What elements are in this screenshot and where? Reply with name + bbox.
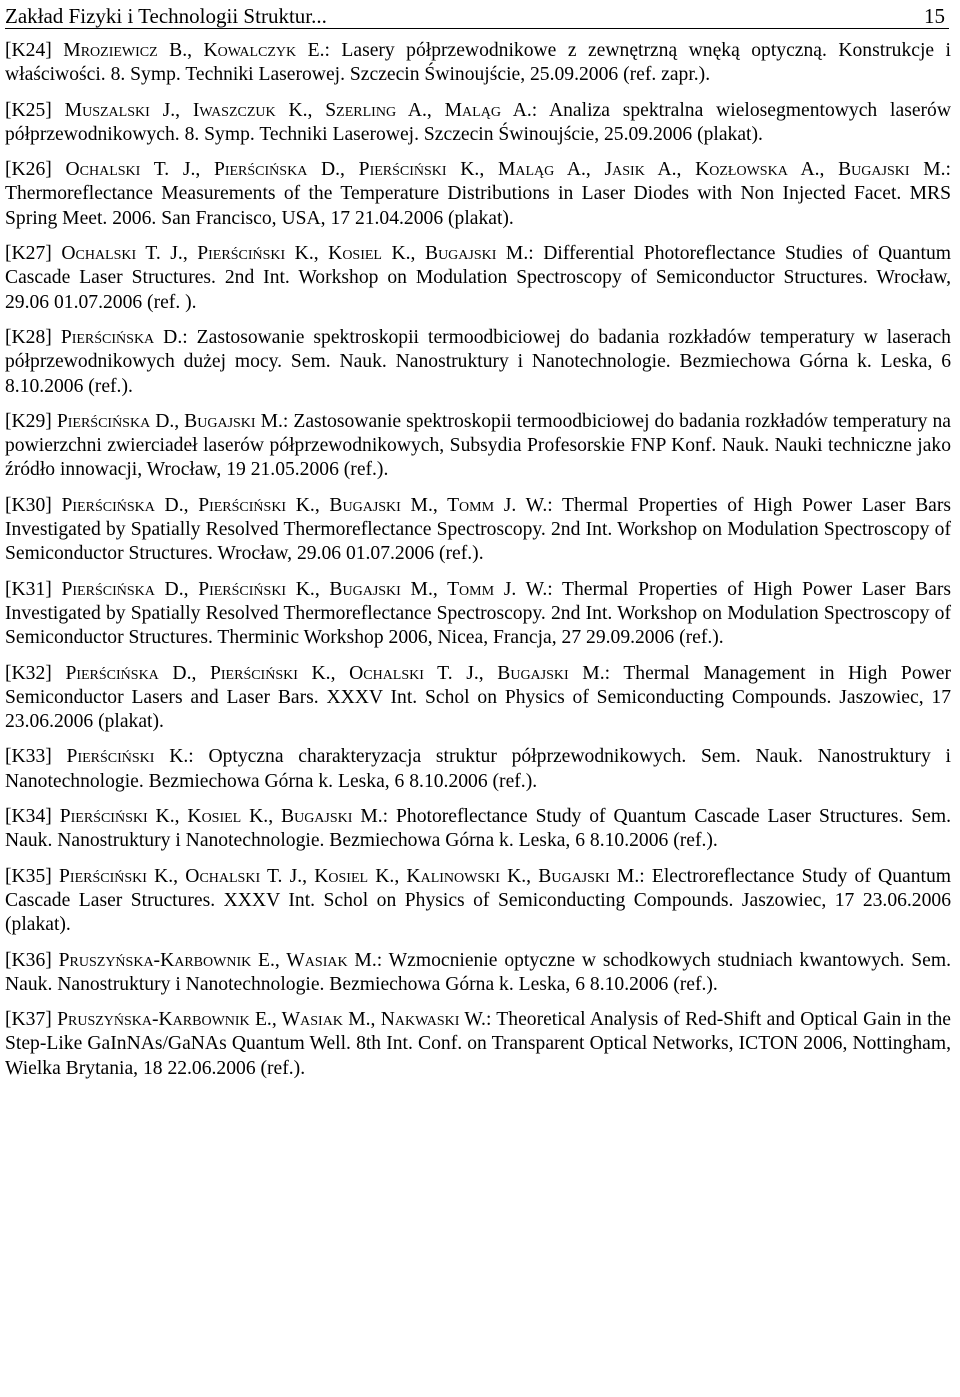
reference-authors: Pierścińska D., Pierściński K., Bugajski M., Tomm J. W. [61, 578, 548, 600]
reference-id: [K28] [5, 326, 52, 348]
reference-authors: Pruszyńska-Karbownik E., Wasiak M., Nakwaski W. [57, 1009, 486, 1031]
reference-id: [K25] [5, 99, 52, 121]
reference-entry [5, 494, 951, 567]
reference-entry [5, 158, 951, 231]
page-number: 15 [924, 4, 945, 28]
reference-entry [5, 39, 951, 88]
reference-authors: Pruszyńska-Karbownik E., Wasiak M. [58, 949, 377, 971]
reference-details: : Thermoreflectance Measurements of the Temperature Distributions in Laser Diodes with Non Injected Facet. MRS Spring Meet. 2006. San Francisco, USA, 17 21.04.2006 (plakat). [5, 159, 951, 229]
reference-entry [5, 949, 951, 998]
reference-authors: Pierścińska D., Pierściński K., Bugajski M., Tomm J. W. [61, 494, 548, 516]
reference-id: [K33] [5, 746, 52, 768]
reference-id: [K26] [5, 159, 52, 181]
reference-details: : Differential Photoreflectance Studies of Quantum Cascade Laser Structures. 2nd Int. Workshop on Modulation Spectroscopy of Semiconductor Structures. Wrocław, 29.06 01.07.2006 (ref. ). [5, 243, 952, 313]
reference-authors: Muszalski J., Iwaszczuk K., Szerling A., Maląg A. [64, 99, 532, 121]
reference-entry [5, 662, 951, 735]
reference-id: [K27] [5, 243, 52, 265]
reference-id: [K31] [5, 578, 52, 600]
reference-id: [K34] [5, 806, 52, 828]
reference-entry [5, 1008, 951, 1081]
page-header-title: Zakład Fizyki i Technologii Struktur... [5, 4, 327, 28]
reference-details: : Zastosowanie spektroskopii termoodbiciowej do badania rozkładów temperatury w laserach półprzewodnikowych dużej mocy. Sem. Nauk. Nanostruktury i Nanotechnologie. Bezmiechowa Górna k. Leska, 6 8.10.2006 (ref.). [5, 326, 951, 397]
reference-entry [5, 99, 951, 148]
reference-details: : Electroreflectance Study of Quantum Cascade Laser Structures. XXXV Int. Schol on Physics of Semiconducting Compounds. Jaszowiec, 17 23.06.2006 (plakat). [5, 865, 951, 936]
reference-details: : Thermal Properties of High Power Laser Bars Investigated by Spatially Resolved Thermoreflectance Spectroscopy. 2nd Int. Workshop on Modulation Spectroscopy of Semiconductor Structures. Wrocław, 29.06 01.07.2006 (ref.). [5, 494, 951, 565]
reference-entry [5, 578, 951, 651]
reference-authors: Pierścińska D., Bugajski M. [56, 410, 283, 432]
reference-details: : Photoreflectance Study of Quantum Cascade Laser Structures. Sem. Nauk. Nanostruktury i Nanotechnologie. Bezmiechowa Górna k. Leska, 6 8.10.2006 (ref.). [5, 806, 951, 852]
reference-id: [K36] [5, 949, 52, 971]
reference-id: [K37] [5, 1009, 52, 1031]
reference-entry [5, 805, 951, 854]
reference-id: [K30] [5, 494, 52, 516]
reference-details: : Lasery półprzewodnikowe z zewnętrzną wnęką optyczną. Konstrukcje i właściwości. 8. Symp. Techniki Laserowej. Szczecin Świnoujście, 25.09.2006 (ref. zapr.). [5, 40, 951, 86]
reference-id: [K35] [5, 865, 52, 887]
reference-authors: Mroziewicz B., Kowalczyk E. [63, 40, 325, 61]
reference-entry [5, 865, 951, 938]
page-header [5, 0, 949, 29]
reference-authors: Pierściński K. [66, 746, 189, 768]
reference-authors: Pierściński K., Kosiel K., Bugajski M. [59, 806, 383, 828]
reference-id: [K32] [5, 662, 52, 684]
reference-entry [5, 410, 951, 483]
reference-details: : Analiza spektralna wielosegmentowych laserów półprzewodnikowych. 8. Symp. Techniki Laserowej. Szczecin Świnoujście, 25.09.2006 (plakat). [5, 99, 951, 145]
reference-entry [5, 745, 951, 794]
reference-authors: Pierściński K., Ochalski T. J., Kosiel K., Kalinowski K., Bugajski M. [59, 865, 640, 887]
reference-id: [K29] [5, 410, 52, 432]
reference-id: [K24] [5, 40, 52, 61]
reference-authors: Ochalski T. J., Pierściński K., Kosiel K., Bugajski M. [61, 243, 529, 265]
reference-details: : Wzmocnienie optyczne w schodkowych studniach kwantowych. Sem. Nauk. Nanostruktury i Nanotechnologie. Bezmiechowa Górna k. Leska, 6 8.10.2006 (ref.). [5, 949, 951, 995]
reference-authors: Pierścińska D., Pierściński K., Ochalski T. J., Bugajski M. [65, 662, 605, 684]
reference-authors: Pierścińska D. [60, 326, 183, 348]
reference-details: : Thermal Properties of High Power Laser Bars Investigated by Spatially Resolved Thermoreflectance Spectroscopy. 2nd Int. Workshop on Modulation Spectroscopy of Semiconductor Structures. Therminic Workshop 2006, Nicea, Francja, 27 29.09.2006 (ref.). [5, 578, 951, 649]
reference-list [5, 39, 951, 1081]
reference-entry [5, 326, 951, 399]
reference-details: : Optyczna charakteryzacja struktur półprzewodnikowych. Sem. Nauk. Nanostruktury i Nanotechnologie. Bezmiechowa Górna k. Leska, 6 8.10.2006 (ref.). [5, 746, 951, 792]
reference-authors: Ochalski T. J., Pierścińska D., Pierściński K., Maląg A., Jasik A., Kozłowska A., Bugajski M. [65, 159, 946, 181]
reference-details: : Theoretical Analysis of Red-Shift and Optical Gain in the Step-Like GaInNAs/GaNAs Quantum Well. 8th Int. Conf. on Transparent Optical Networks, ICTON 2006, Nottingham, Wielka Brytania, 18 22.06.2006 (ref.). [5, 1009, 952, 1079]
reference-details: : Thermal Management in High Power Semiconductor Lasers and Laser Bars. XXXV Int. Schol on Physics of Semiconducting Compounds. Jaszowiec, 17 23.06.2006 (plakat). [5, 662, 951, 733]
reference-details: : Zastosowanie spektroskopii termoodbiciowej do badania rozkładów temperatury na powierzchni zwierciadeł laserów półprzewodnikowych, Subsydia Profesorskie FNP Konf. Nauk. Nauki techniczne jako źródło innowacji, Wrocław, 19 21.05.2006 (ref.). [5, 410, 951, 481]
reference-entry [5, 242, 951, 315]
